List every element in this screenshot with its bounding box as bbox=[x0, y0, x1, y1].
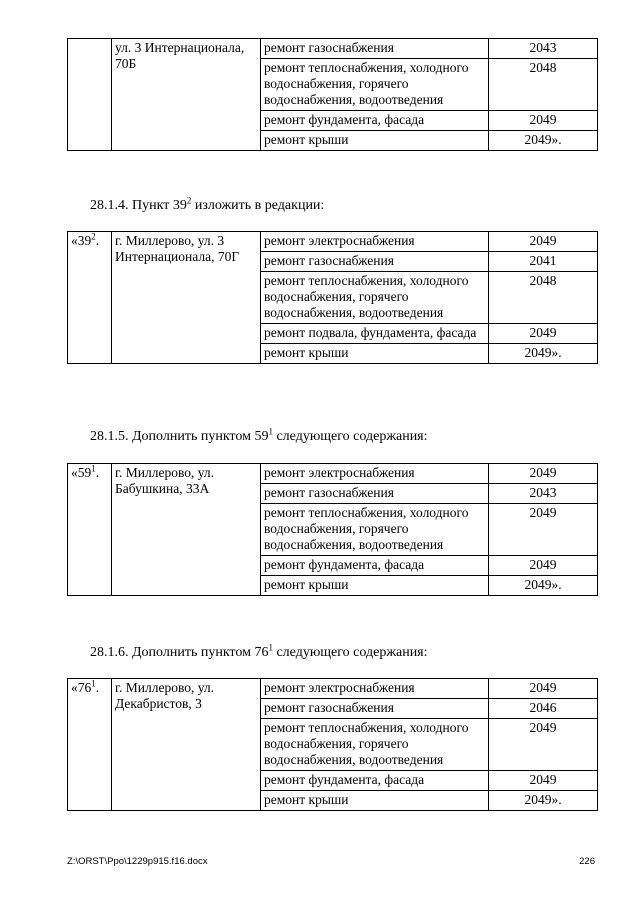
work-cell: ремонт фундамента, фасада bbox=[261, 556, 489, 576]
work-cell: ремонт теплоснабжения, холодного водоснабжения, горячего водоснабжения, водоотведения bbox=[261, 504, 489, 556]
address-cell: г. Миллерово, ул. Бабушкина, 33А bbox=[112, 464, 261, 596]
table-row bbox=[68, 232, 598, 252]
table-item-76-1 bbox=[67, 678, 598, 811]
heading-text: изложить в редакции: bbox=[191, 198, 325, 213]
table-row bbox=[68, 39, 598, 59]
heading-text: 28.1.6. Дополнить пунктом 76 bbox=[90, 645, 269, 660]
table-continued bbox=[67, 38, 598, 151]
year-cell: 2049 bbox=[489, 464, 598, 484]
year-cell: 2048 bbox=[489, 272, 598, 324]
year-cell: 2049 bbox=[489, 719, 598, 771]
heading-superscript: 1 bbox=[268, 642, 273, 653]
work-cell: ремонт крыши bbox=[261, 131, 489, 151]
year-cell: 2049». bbox=[489, 131, 598, 151]
section-heading-28-1-6 bbox=[90, 642, 428, 661]
heading-text: следующего содержания: bbox=[272, 429, 428, 444]
work-cell: ремонт электроснабжения bbox=[261, 679, 489, 699]
heading-text: 28.1.4. Пункт 39 bbox=[90, 198, 187, 213]
year-cell: 2049». bbox=[489, 791, 598, 811]
year-cell: 2043 bbox=[489, 484, 598, 504]
number-cell bbox=[68, 39, 112, 151]
heading-text: 28.1.5. Дополнить пунктом 59 bbox=[90, 429, 269, 444]
address-cell: г. Миллерово, ул. 3 Интернационала, 70Г bbox=[112, 232, 261, 364]
year-cell: 2049». bbox=[489, 344, 598, 364]
table-item-59-1 bbox=[67, 463, 598, 596]
year-cell: 2049 bbox=[489, 556, 598, 576]
address-cell: г. Миллерово, ул. Декабристов, 3 bbox=[112, 679, 261, 811]
table-row bbox=[68, 679, 598, 699]
work-cell: ремонт электроснабжения bbox=[261, 464, 489, 484]
work-cell: ремонт газоснабжения bbox=[261, 252, 489, 272]
section-heading-28-1-4 bbox=[90, 195, 325, 214]
year-cell: 2049 bbox=[489, 324, 598, 344]
heading-superscript: 2 bbox=[186, 195, 192, 206]
footer-page-number: 226 bbox=[579, 856, 595, 867]
year-cell: 2049 bbox=[489, 679, 598, 699]
work-cell: ремонт газоснабжения bbox=[261, 39, 489, 59]
table-row bbox=[68, 464, 598, 484]
year-cell: 2049 bbox=[489, 771, 598, 791]
year-cell: 2046 bbox=[489, 699, 598, 719]
year-cell: 2049 bbox=[489, 504, 598, 556]
work-cell: ремонт подвала, фундамента, фасада bbox=[261, 324, 489, 344]
work-cell: ремонт теплоснабжения, холодного водоснабжения, горячего водоснабжения, водоотведения bbox=[261, 719, 489, 771]
year-cell: 2041 bbox=[489, 252, 598, 272]
work-cell: ремонт электроснабжения bbox=[261, 232, 489, 252]
work-cell: ремонт теплоснабжения, холодного водоснабжения, горячего водоснабжения, водоотведения bbox=[261, 272, 489, 324]
section-heading-28-1-5 bbox=[90, 426, 428, 445]
number-cell: «$76^1$. bbox=[68, 679, 112, 811]
year-cell: 2049». bbox=[489, 576, 598, 596]
work-cell: ремонт газоснабжения bbox=[261, 699, 489, 719]
year-cell: 2048 bbox=[489, 59, 598, 111]
work-cell: ремонт крыши bbox=[261, 576, 489, 596]
heading-superscript: 1 bbox=[268, 426, 273, 437]
footer-file-path: Z:\ORST\Ppo\1229p915.f16.docx bbox=[67, 856, 208, 867]
address-cell: ул. 3 Интернационала, 70Б bbox=[112, 39, 261, 151]
work-cell: ремонт фундамента, фасада bbox=[261, 111, 489, 131]
year-cell: 2049 bbox=[489, 111, 598, 131]
year-cell: 2043 bbox=[489, 39, 598, 59]
work-cell: ремонт крыши bbox=[261, 344, 489, 364]
number-cell: «$39^2$. bbox=[68, 232, 112, 364]
number-cell: «$59^1$. bbox=[68, 464, 112, 596]
year-cell: 2049 bbox=[489, 232, 598, 252]
work-cell: ремонт крыши bbox=[261, 791, 489, 811]
work-cell: ремонт фундамента, фасада bbox=[261, 771, 489, 791]
table-item-39-2 bbox=[67, 231, 598, 364]
work-cell: ремонт газоснабжения bbox=[261, 484, 489, 504]
work-cell: ремонт теплоснабжения, холодного водоснабжения, горячего водоснабжения, водоотведения bbox=[261, 59, 489, 111]
heading-text: следующего содержания: bbox=[272, 645, 428, 660]
